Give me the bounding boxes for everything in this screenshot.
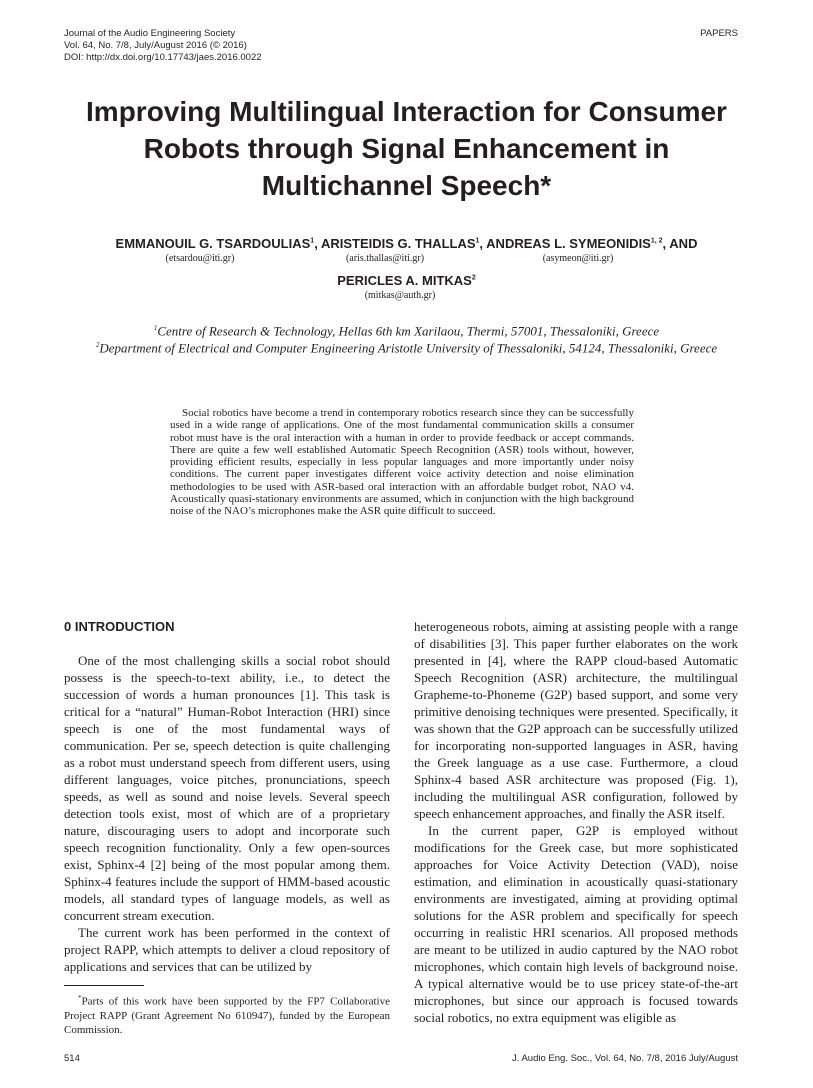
section-heading: 0 INTRODUCTION [64,619,175,634]
author-3-name: ANDREAS L. SYMEONIDIS [486,236,651,251]
author-2-sup: 1 [475,237,480,245]
footnote-mark: * [78,994,82,1002]
author-4-sup: 2 [471,274,476,282]
author-1-sup: 1 [310,237,315,245]
affiliation-2-sup: 2 [95,341,100,349]
journal-volume: Vol. 64, No. 7/8, July/August 2016 (© 2016) [64,40,247,51]
footnote [64,991,390,1037]
left-paragraph-1: One of the most challenging skills a social robot should possess is the speech-to-text ability, i.e., to detect the succession of words a human pronounces [1]. This task is critical for a “natural” Human-Robot Interaction (HRI) since speech is one of the most fundamental ways of communication. Per se, speech detection is quite challenging as a robot must understand speech from different users, using different languages, voice pitches, pronunciations, speech speeds, as well as sound and noise levels. Several speech detection tools exist, most of which are of a proprietary nature, discouraging users to adopt and incorporate such speech recognition functionality. Only a few open-sources exist, Sphinx-4 [2] being of the most popular among them. Sphinx-4 features include the support of HMM-based acoustic models, all standard types of language models, as well as concurrent stream execution. [64,653,390,923]
right-paragraph-2: In the current paper, G2P is employed without modifications for the Greek case, but more sophisticated approaches for Voice Activity Detection (VAD), noise estimation, and elimination in acoustically quasi-stationary environments are investigated, aiming at providing optimal solutions for the ASR problem and specifically for speech occurring in realistic HRI scenarios. All proposed methods are meant to be utilized in audio captured by the NAO robot microphones, which contain high levels of background noise. A typical alternative would be to use pricey state-of-the-art microphones, but since our approach is focused towards social robotics, no extra equipment was eligible as [414,823,738,1025]
affiliation-2-text: Department of Electrical and Computer Engineering Aristotle University of Thessaloniki, 54124, Thessaloniki, Greece [99,340,718,356]
affiliation-2 [20,337,793,356]
right-column [414,618,738,1026]
affiliation-1-sup: 1 [153,324,158,332]
author-4-name: PERICLES A. MITKAS [337,273,472,288]
author-2-name: ARISTEIDIS G. THALLAS [320,236,476,251]
paper-title [40,93,773,204]
journal-doi: DOI: http://dx.doi.org/10.17743/jaes.2016.0022 [64,52,262,63]
journal-name: Journal of the Audio Engineering Society [64,28,236,39]
page-number: 514 [64,1053,80,1064]
author-2-email: (aris.thallas@iti.gr) [345,253,425,264]
footnote-text: Parts of this work have been supported by the FP7 Collaborative Project RAPP (Grant Agreement No 610947), funded by the European Commission. [64,995,390,1036]
title-line-2: Robots through Signal Enhancement in [143,133,670,164]
abstract: Social robotics have become a trend in contemporary robotics research since they can be successfully used in a wide range of applications. One of the most fundamental communication skills a consumer robot must have is the oral interaction with a human in order to provide feedback or accept commands. There are quite a few well established Automatic Speech Recognition (ASR) tools without, however, providing efficient results, especially in less popular languages and more importantly under noisy conditions. The current paper investigates different voice activity detection and noise elimination methodologies to be used with ASR-based oral interaction with an affordable budget robot, NAO v4. Acoustically quasi-stationary environments are assumed, which in conjunction with the high background noise of the NAO’s microphones make the ASR quite difficult to succeed. [170,407,634,518]
author-1-name: EMMANOUIL G. TSARDOULIAS [115,236,311,251]
journal-header [64,28,262,64]
left-paragraph-2: The current work has been performed in the context of project RAPP, which attempts to deliver a cloud repository of applications and services that can be utilized by [64,925,390,974]
author-4-email: (mitkas@auth.gr) [364,290,436,301]
authors-and: , AND [662,236,698,251]
affiliation-1-text: Centre of Research & Technology, Hellas 6th km Xarilaou, Thermi, 57001, Thessaloniki, Greece [157,323,660,339]
title-line-3: Multichannel Speech* [261,170,552,201]
right-paragraph-1: heterogeneous robots, aiming at assisting people with a range of disabilities [3]. This paper further elaborates on the work presented in [4], where the RAPP cloud-based Automatic Speech Recognition (ASR) architecture, the multilingual Grapheme-to-Phoneme (G2P) based support, and some very primitive denoising techniques were presented. Specifically, it was shown that the G2P approach can be successfully utilized for incorporating non-supported languages in ASR, having the Greek language as a use case. Furthermore, a cloud Sphinx-4 based ASR architecture was proposed (Fig. 1), including the multilingual ASR configuration, followed by speech enhancement approaches, and finally the ASR itself. [414,619,738,821]
title-line-1: Improving Multilingual Interaction for Consumer [86,96,727,127]
authors-line-2 [20,273,793,288]
authors-line-1: EMMANOUIL G. TSARDOULIAS$^1$, ARISTEIDIS G. THALLAS$^1$, ANDREAS L. SYMEONIDIS$^{1, 2}$, AND [115,236,698,251]
author-1-email: (etsardou@iti.gr) [165,253,235,264]
author-3-email: (asymeon@iti.gr) [542,253,614,264]
left-column [64,652,390,975]
footnote-rule [64,985,144,986]
author-3-sup: 1, 2 [650,237,663,245]
footer-citation: J. Audio Eng. Soc., Vol. 64, No. 7/8, 2016 July/August [511,1053,738,1064]
section-label: PAPERS [700,28,738,39]
